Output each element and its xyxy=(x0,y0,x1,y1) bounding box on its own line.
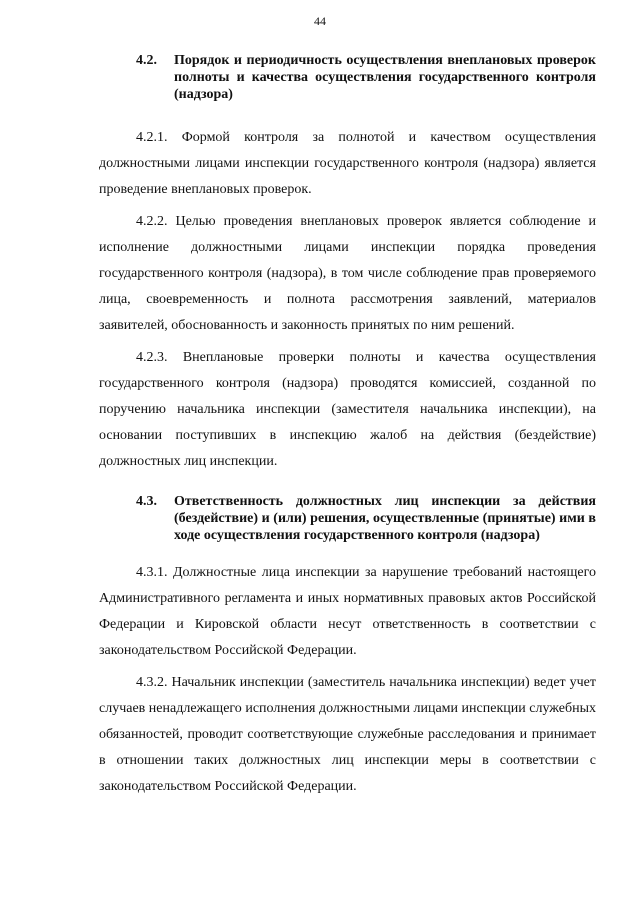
paragraph-4-2-2: 4.2.2. Целью проведения внеплановых проверок является соблюдение и исполнение должностными лицами инспекции порядка проведения государственного контроля (надзора), в том числе соблюдение прав проверяемого лица, своевременность и полнота рассмотрения заявлений, материалов заявителей, обоснованность и законность принятых по ним решений. xyxy=(99,214,596,333)
section-heading-4-2 xyxy=(136,52,596,103)
paragraph-4-2-3: 4.2.3. Внеплановые проверки полноты и качества осуществления государственного контроля (надзора) проводятся комиссией, созданной по поручению начальника инспекции (заместителя начальника инспекции), на основании поступивших в инспекцию жалоб на действия (бездействие) должностных лиц инспекции. xyxy=(99,350,596,469)
page-number: 44 xyxy=(314,14,326,28)
paragraph-4-3-2: 4.3.2. Начальник инспекции (заместитель начальника инспекции) ведет учет случаев ненадлежащего исполнения должностными лицами инспекции служебных обязанностей, проводит соответствующие служебные расследования и принимает в отношении таких должностных лиц инспекции меры в соответствии с законодательством Российской Федерации. xyxy=(99,675,596,794)
paragraph-4-3-1: 4.3.1. Должностные лица инспекции за нарушение требований настоящего Административного регламента и иных нормативных правовых актов Российской Федерации и Кировской области несут ответственность в соответствии с законодательством Российской Федерации. xyxy=(99,565,596,658)
section-title: Порядок и периодичность осуществления внеплановых проверок полноты и качества осуществления государственного контроля (надзора) xyxy=(174,53,596,102)
section-number: 4.3. xyxy=(136,494,157,509)
section-title: Ответственность должностных лиц инспекции за действия (бездействие) и (или) решения, осуществленные (принятые) ими в ходе осуществления государственного контроля (надзора) xyxy=(174,494,596,543)
paragraph-4-2-1: 4.2.1. Формой контроля за полнотой и качеством осуществления должностными лицами инспекции государственного контроля (надзора) является проведение внеплановых проверок. xyxy=(99,130,596,197)
section-heading-4-3 xyxy=(136,493,596,544)
section-number: 4.2. xyxy=(136,53,157,68)
document-body xyxy=(99,50,596,800)
